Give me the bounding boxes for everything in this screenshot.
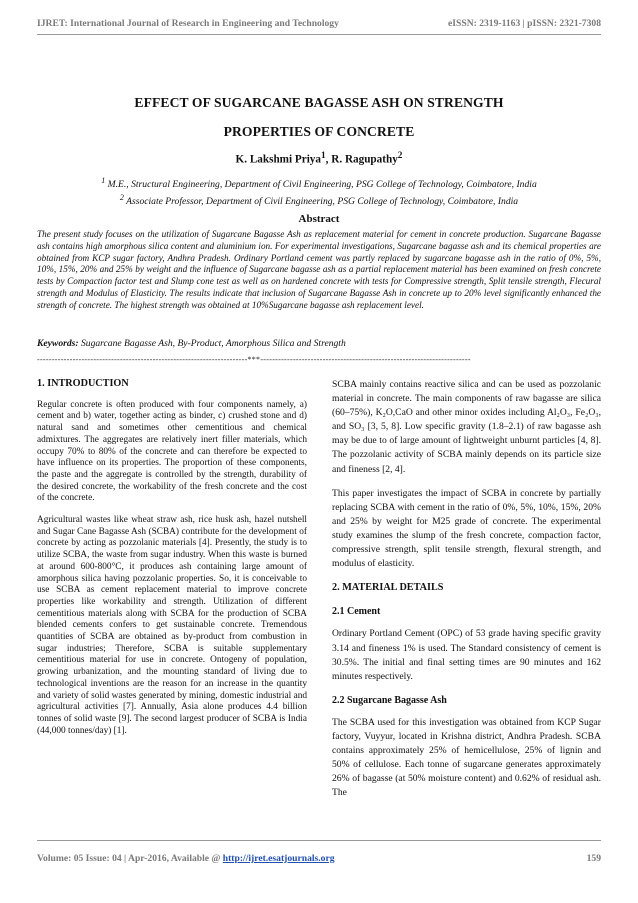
right-paragraph-1: SCBA mainly contains reactive silica and can be used as pozzolanic material in concrete. The main components of raw bagasse are silica (60–75%), K₂O,CaO and other minor oxides including Al₂O₃, Fe₂O₃, and SO₃ [3, 5, 8]. Low specific gravity (1.8–2.1) of raw bagasse ash may be due to of large amount of lightweight unburnt particles [4, 8]. The pozzolanic activity of SCBA mainly depends on its particle size and fineness [2, 4]. — [332, 379, 601, 475]
section-1-heading: 1. INTRODUCTION — [37, 378, 129, 389]
affiliation-1-sup: 1 — [101, 176, 106, 185]
abstract-heading: Abstract — [298, 213, 340, 225]
affiliation-2 — [37, 191, 601, 208]
journal-link[interactable]: http://ijret.esatjournals.org — [222, 853, 335, 864]
running-footer — [37, 853, 601, 864]
affiliation-1-text: M.E., Structural Engineering, Department of Civil Engineering, PSG College of Technology, Coimbatore, India — [107, 179, 537, 191]
intro-paragraph-1: Regular concrete is often produced with four components namely, a) cement and b) water, together acting as binder, c) crushed stone and d) natural sand and sometimes other cementitious and chemical admixtures. The aggregates are relatively inert filler materials, which occupy 70% to 80% of the concrete and can therefore be expected to have influence on its properties. The proportion of these components, the paste and the aggregate is controlled by the strength, durability of the desired concrete, the workability of the fresh concrete and the cost of the concrete. — [37, 399, 307, 504]
author-2: R. Ragupathy — [331, 153, 398, 166]
right-column — [332, 378, 601, 810]
abstract-text: The present study focuses on the utilization of Sugarcane Bagasse Ash as replacement material for cement in concrete production. Sugarcane Bagasse ash contains high amorphous silica content and aluminium ion. For experimental investigations, Sugarcane bagasse ash and its chemical properties are obtained from KCP sugar factory, Andhra Pradesh. Ordinary Portland cement was partly replaced by sugarcane bagasse ash in the ratio of 0%, 5%, 10%, 15%, 20% and 25% by weight and the influence of Sugarcane bagasse ash as a partial replacement material has been examined on fresh concrete tests by Compaction factor test and Slump cone test as well as on hardened concrete with tests for Compressive strength, Split tensile strength, Flecural strength and Modulus of Elasticity. The results indicate that inclusion of Sugarcane Bagasse Ash in concrete up to 20% level significantly enhanced the strength of concrete. The highest strength was obtained at 10%Sugarcane bagasse ash replacement level. — [37, 229, 601, 310]
scba-paragraph: The SCBA used for this investigation was obtained from KCP Sugar factory, Vuyyur, located in Krishna district, Andhra Pradesh. SCBA contains approximately 25% of hemicellulose, 25% of lignin and 50% of cellulose. Each tonne of sugarcane generates approximately 26% of bagasse (at 50% moisture content) and 0.62% of residual ash. The — [332, 716, 601, 799]
affiliation-2-sup: 2 — [119, 193, 124, 203]
keywords-value: Sugarcane Bagasse Ash, By-Product, Amorphous Silica and Strength — [78, 338, 346, 349]
running-header — [37, 18, 601, 29]
page-number: 159 — [586, 853, 601, 864]
author-1-sup: 1 — [321, 151, 326, 161]
subsection-2-1-heading: 2.1 Cement — [332, 606, 381, 618]
author-1: K. Lakshmi Priya — [235, 153, 321, 166]
title-line-2: PROPERTIES OF CONCRETE — [223, 124, 415, 139]
section-separator: -----------------------------------------------------------------------***----------------------------------------------------------------------- — [37, 355, 471, 364]
paper-title — [37, 88, 601, 146]
right-paragraph-2: This paper investigates the impact of SCBA in concrete by partially replacing SCBA with cement in the ratio of 0%, 5%, 10%, 15%, 20% and 25% by weight for M25 grade of concrete. The experimental study examines the slump of the fresh concrete, compaction factor, compressive strength, split tensile strength, flexural strength, and modulus of elasticity. — [332, 487, 601, 570]
affiliations — [37, 174, 601, 208]
journal-name: IJRET: International Journal of Research in Engineering and Technology — [37, 18, 339, 29]
intro-paragraph-2: Agricultural wastes like wheat straw ash, rice husk ash, hazel nutshell and Sugar Cane Bagasse Ash (SCBA) contribute for the development of concrete by acting as pozzolanic materials [4]. Presently, the study is to utilize SCBA, the waste from sugar industry. When this waste is burned at around 600-800°C, it produces ash containing large amount of amorphous silica having pozzolanic properties. So, it is conceivable to use SCBA as cement replacement material to improve concrete properties like workability and strength. Utilization of different cementitious materials along with SCBA for the production of SCBA blended cements confers to get sustainable concrete. Tremendous quantities of SCBA are obtained as by-product from combustion in sugar industries; Therefore, SCBA is suitable supplementary cementitious material for use in concrete. Ontogeny of population, growing urbanization, and the mounting standard of living due to technological inventions are the reason for an increase in the quantity and variety of solid wastes generated by mining, domestic industrial and agricultural activities [7]. Annually, Asia alone produces 4.4 billion tonnes of solid waste [9]. The second largest producer of SCBA is India (44,000 tonnes/day) [1]. — [37, 515, 307, 736]
subsection-2-2-heading: 2.2 Sugarcane Bagasse Ash — [332, 694, 447, 706]
author-2-sup: 2 — [397, 151, 403, 161]
footer-prefix: Volume: 05 Issue: 04 | Apr-2016, Available @ — [37, 853, 223, 864]
footer-divider — [37, 840, 601, 841]
authors — [37, 151, 601, 166]
author-sep: , — [325, 153, 332, 166]
header-divider — [37, 34, 601, 35]
footer-volume — [37, 853, 335, 864]
keywords-label: Keywords: — [37, 338, 79, 349]
keywords — [37, 338, 601, 349]
cement-paragraph: Ordinary Portland Cement (OPC) of 53 grade having specific gravity 3.14 and fineness 1% is used. The Standard consistency of cement is 30.5%. The initial and final setting times are 90 minutes and 162 minutes respectively. — [332, 628, 601, 682]
issn: eISSN: 2319-1163 | pISSN: 2321-7308 — [448, 18, 601, 29]
left-column — [37, 378, 307, 747]
title-line-1: EFFECT OF SUGARCANE BAGASSE ASH ON STRENGTH — [134, 95, 504, 110]
affiliation-1 — [37, 174, 601, 191]
section-2-heading: 2. MATERIAL DETAILS — [332, 582, 444, 594]
affiliation-2-text: Associate Professor, Department of Civil Engineering, PSG College of Technology, Coimbatore, India — [126, 196, 519, 208]
